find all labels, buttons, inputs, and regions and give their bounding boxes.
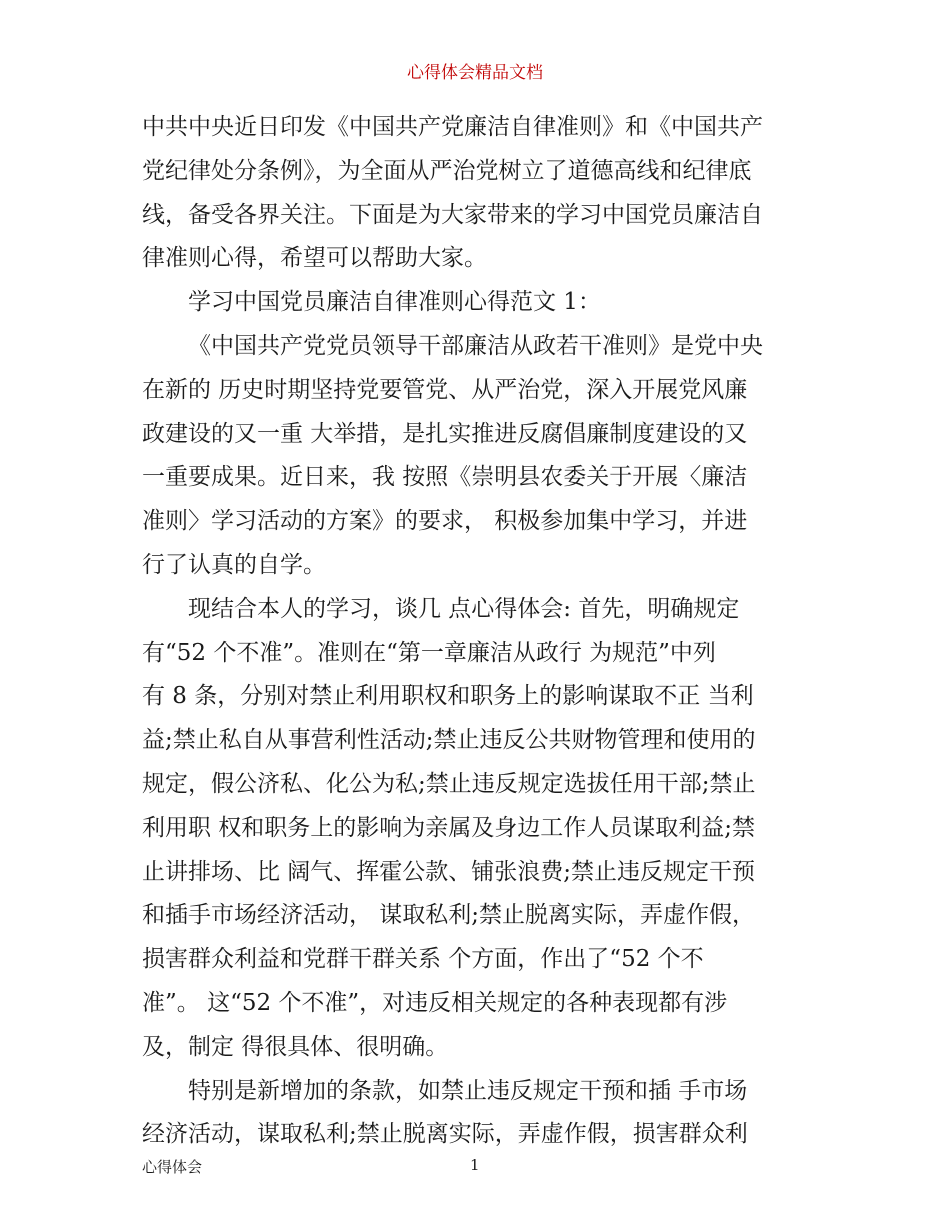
text-line: 规定，假公济私、化公为私;禁止违反规定选拔任用干部;禁止 bbox=[142, 770, 756, 797]
text-line: 准”。 这“52 个不准”，对违反相关规定的各种表现都有涉 bbox=[142, 989, 728, 1016]
text-line: 中共中央近日印发《中国共产党廉洁自律准则》和《中国共产 bbox=[142, 114, 763, 140]
text-line: 党纪律处分条例》，为全面从严治党树立了道德高线和纪律底 bbox=[142, 157, 752, 184]
text-line: 一重要成果。近日来，我 按照《崇明县农委关于开展〈廉洁 bbox=[142, 464, 748, 491]
text-line: 线，备受各界关注。下面是为大家带来的学习中国党员廉洁自 bbox=[142, 201, 763, 228]
text-line: 律准则心得，希望可以帮助大家。 bbox=[142, 245, 487, 272]
text-line: 及，制定 得很具体、很明确。 bbox=[142, 1033, 449, 1060]
text-line: 和插手市场经济活动， 谋取私利;禁止脱离实际，弄虚作假， bbox=[142, 902, 756, 929]
text-line: 有 8 条，分别对禁止利用职权和职务上的影响谋取不正 当利 bbox=[142, 683, 754, 710]
text-line: 经济活动，谋取私利;禁止脱离实际，弄虚作假，损害群众利 bbox=[142, 1121, 748, 1148]
section-heading: 学习中国党员廉洁自律准则心得范文 1： bbox=[188, 289, 601, 316]
text-line: 现结合本人的学习，谈几 点心得体会: 首先，明确规定 bbox=[188, 595, 740, 622]
text-line: 《中国共产党党员领导干部廉洁从政若干准则》是党中央 bbox=[188, 332, 763, 359]
text-line: 益;禁止私自从事营利性活动;禁止违反公共财物管理和使用的 bbox=[142, 727, 756, 754]
text-line: 止讲排场、比 阔气、挥霍公款、铺张浪费;禁止违反规定干预 bbox=[142, 858, 756, 885]
text-line: 特别是新增加的条款，如禁止违反规定干预和插 手市场 bbox=[188, 1077, 748, 1104]
text-line: 政建设的又一重 大举措，是扎实推进反腐倡廉制度建设的又 bbox=[142, 420, 748, 447]
text-line: 有“52 个不准”。准则在“第一章廉洁从政行 为规范”中列 bbox=[142, 639, 716, 666]
footer-label: 心得体会 bbox=[142, 1158, 203, 1176]
page-number: 1 bbox=[470, 1156, 480, 1174]
text-line: 准则〉学习活动的方案》的要求， 积极参加集中学习，并进 bbox=[142, 508, 748, 535]
text-line: 利用职 权和职务上的影响为亲属及身边工作人员谋取利益;禁 bbox=[142, 814, 756, 841]
text-line: 损害群众利益和党群干群关系 个方面，作出了“52 个不 bbox=[142, 946, 704, 973]
text-line: 在新的 历史时期坚持党要管党、从严治党，深入开展党风廉 bbox=[142, 376, 748, 403]
document-body bbox=[142, 106, 814, 1157]
document-header-title: 心得体会精品文档 bbox=[407, 63, 543, 83]
text-line: 行了认真的自学。 bbox=[142, 551, 326, 578]
